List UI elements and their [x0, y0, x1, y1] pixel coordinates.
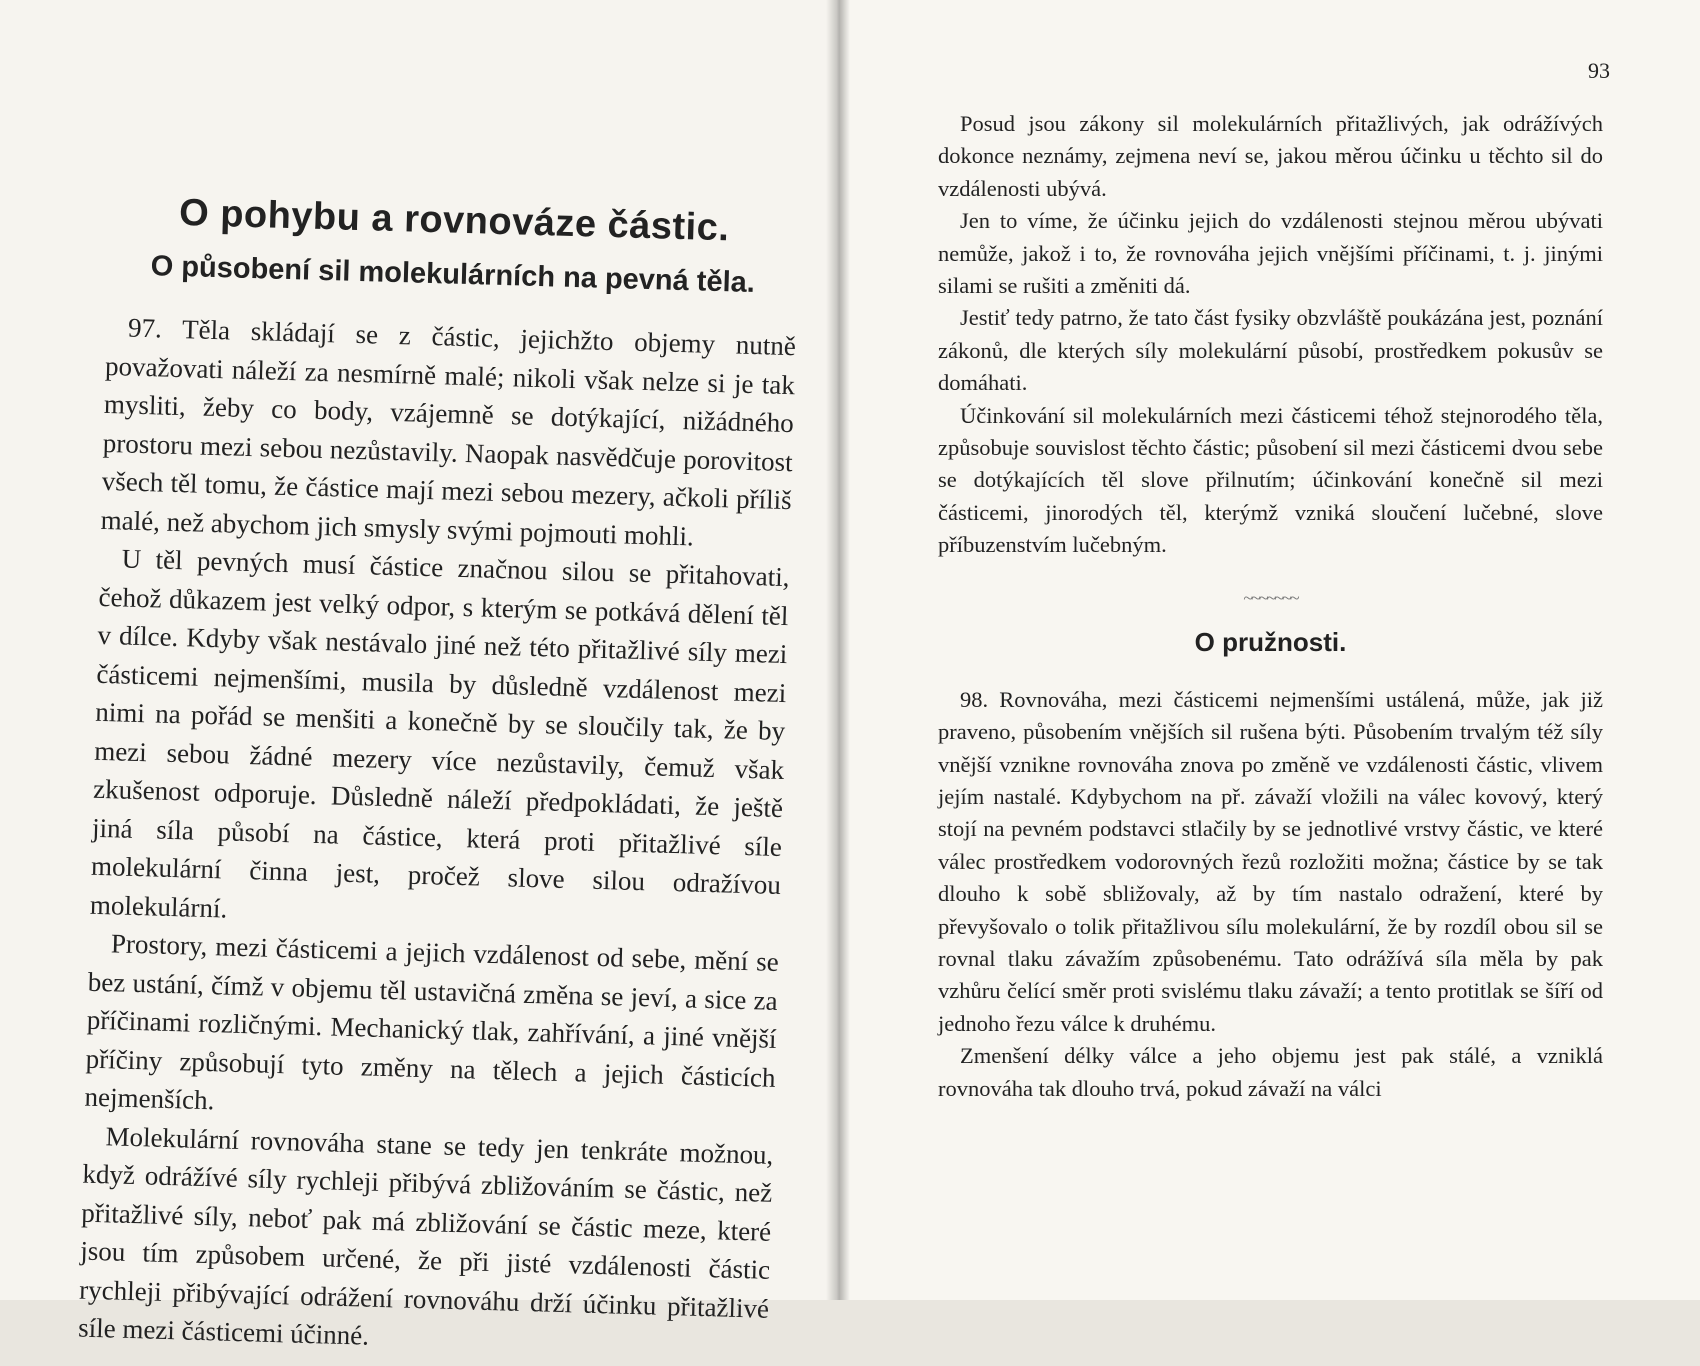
- paragraph: Jestiť tedy patrno, že tato část fysiky obzvláště poukázána jest, poznání zákonů, dle kterých síly molekulární působí, prostředkem pokusův se domáhati.: [938, 305, 1603, 396]
- left-page: [0, 0, 838, 1351]
- right-page-content: [938, 108, 1603, 1105]
- paragraph: 97. Těla skládají se z částic, jejichžto objemy nutně považovati náleží za nesmírně malé; nikoli však nelze si je tak mysliti, žeby co body, vzájemně se dotýkající, nižádného prostoru mezi sebou nezůstavily. Naopak nasvědčuje porovitost všech těl tomu, že částice mají mezi sebou mezery, ačkoli příliš malé, než abychom jich smysly svými pojmouti mohli.: [100, 312, 797, 551]
- section-heading: O pružnosti.: [1194, 626, 1347, 657]
- paragraph: Posud jsou zákony sil molekulárních přitažlivých, jak odrážívých dokonce neznámy, zejmena neví se, jakou měrou účinku u těchto sil do vzdálenosti ubývá.: [938, 111, 1603, 201]
- section-subheading: O působení sil molekulárních na pevná těla.: [150, 250, 756, 300]
- paragraph: Molekulární rovnováha stane se tedy jen tenkráte možnou, když odrážívé síly rychleji přibývá zbližováním se částic, než přitažlivé síly, neboť pak má zbližování se částic meze, které jsou tím způsobem určené, že při jisté vzdálenosti částic rychleji přibývající odrážení rovnováhu drží účinku přitažlivé síle mezi částicemi účinné.: [77, 1120, 774, 1351]
- section-heading: O pohybu a rovnováze částic.: [178, 191, 730, 250]
- section-divider-ornament: ~~~~~~~: [1243, 587, 1298, 608]
- paragraph: Prostory, mezi částicemi a jejich vzdálenost od sebe, mění se bez ustání, čímž v objemu těl ustavičná změna se jeví, a sice za příčinami rozličnými. Mechanický tlak, zahřívání, a jiné vnější příčiny způsobují tyto změny na tělech a jejich částicích nejmenších.: [84, 928, 780, 1116]
- paragraph: Jen to víme, že účinku jejich do vzdálenosti stejnou měrou ubývati nemůže, jakož i to, že rovnováha jejich vnějšími příčinami, t. j. jinými silami se rušiti a změniti dá.: [938, 208, 1603, 299]
- paragraph: 98. Rovnováha, mezi částicemi nejmenšími ustálená, může, jak již praveno, působením vnějších sil rušena býti. Působením trvalým též síly vnější vznikne rovnováha znova po změně ve vzdálenosti částic, vlivem jejím nastalé. Kdybychom na př. závaží vložili na válec kovový, který stojí na pevném podstavci stlačily by se jednotlivé vrstvy částic, ve které válec prostředkem vodorovných řezů rozložiti možna; částice by se tak dlouho k sobě sbližovaly, až by tím nastalo odražení, které by převyšovalo o tolik přitažlivou sílu molekulární, že by rozdíl obou sil se rovnal tlaku závažím způsobenému. Tato odrážívá síla měla by pak vzhůru čelící směr proti svislému tlaku závaží; a tento protitlak se šíří od jednoho řezu válce k druhému.: [938, 686, 1603, 1036]
- book-gutter-shadow: [826, 0, 850, 1300]
- left-page-content: [78, 190, 800, 1366]
- paragraph: Zmenšení délky válce a jeho objemu jest pak stálé, a vzniklá rovnováha tak dlouho trvá, pokud závaží na válci: [938, 1043, 1603, 1101]
- paragraph: Účinkování sil molekulárních mezi částicemi téhož stejnorodého těla, způsobuje souvislost těchto částic; působení sil mezi částicemi dvou sebe se dotýkajících těl slove přilnutím; účinkování konečně sil mezi částicemi, jinorodých těl, kterýmž vzniká sloučení lučebné, slove příbuzenstvím lučebným.: [938, 402, 1603, 558]
- paragraph: U těl pevných musí částice značnou silou se přitahovati, čehož důkazem jest velký odpor, s kterým se potkává dělení těl v dílce. Kdyby však nestávalo jiné než této přitažlivé síly mezi částicemi nejmenšími, musila by důsledně vzdálenost mezi nimi na pořád se menšiti a konečně by se sloučily tak, že by mezi sebou žádné mezery více nezůstavily, čemuž však zkušenost odporuje. Důsledně náleží předpokládati, že ještě jiná síla působí na částice, která proti přitažlivé síle molekulární činna jest, pročež slove silou odražívou molekulární.: [89, 543, 790, 924]
- page-number: 93: [1588, 58, 1610, 83]
- right-page: [838, 0, 1700, 1300]
